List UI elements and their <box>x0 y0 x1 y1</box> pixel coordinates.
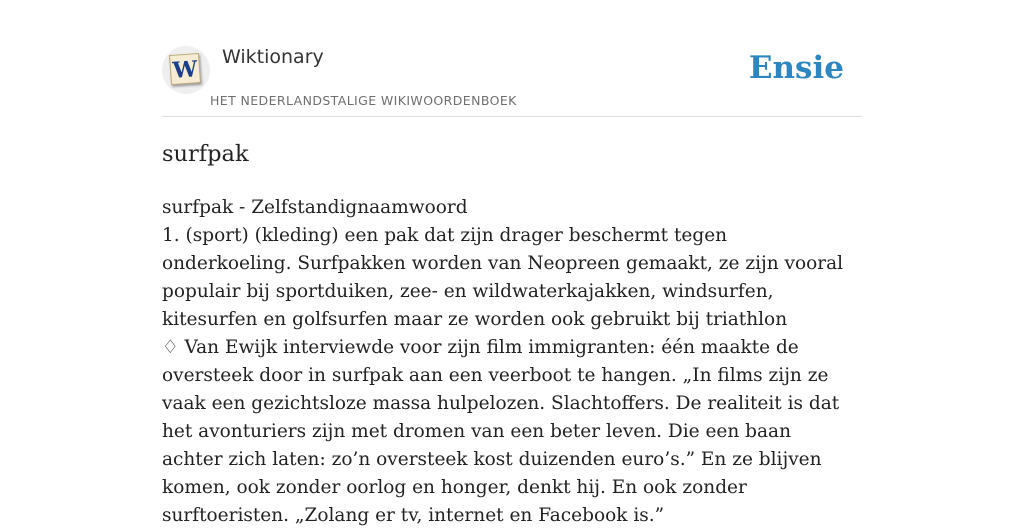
example-text: ♢ Van Ewijk interviewde voor zijn film immigranten: één maakte de oversteek door in surfpak aan een veerboot te hangen. „In films zijn ze vaak een gezichtsloze massa hulpelozen. Slachtoffers. De realiteit is dat het avonturiers zijn met dromen van een beter leven. Die een baan achter zich laten: zo’n oversteek kost duizenden euro’s.” En ze blijven komen, ook zonder oorlog en honger, denkt hij. En ook zonder surftoeristen. „Zolang er tv, internet en Facebook is.” <box>162 337 840 526</box>
logo-tile-icon <box>169 53 201 85</box>
definition-text: 1. (sport) (kleding) een pak dat zijn drager beschermt tegen onderkoeling. Surfpakken worden van Neopreen gemaakt, ze zijn vooral populair bij sportduiken, zee- en wildwaterkajakken, windsurfen, kitesurfen en golfsurfen maar ze worden ook gebruikt bij triathlon <box>162 225 844 330</box>
site-header <box>162 40 862 117</box>
page-title: surfpak <box>162 141 249 167</box>
part-of-speech-line: surfpak - Zelfstandignaamwoord <box>162 197 468 218</box>
entry-content <box>162 138 852 530</box>
site-name[interactable]: Wiktionary <box>222 46 324 68</box>
logo-letter: W <box>171 56 199 84</box>
ensie-brand-link[interactable]: Ensie <box>748 50 844 86</box>
wiktionary-logo[interactable] <box>162 46 210 94</box>
site-tagline: HET NEDERLANDSTALIGE WIKIWOORDENBOEK <box>210 93 517 108</box>
entry-body <box>162 194 852 530</box>
